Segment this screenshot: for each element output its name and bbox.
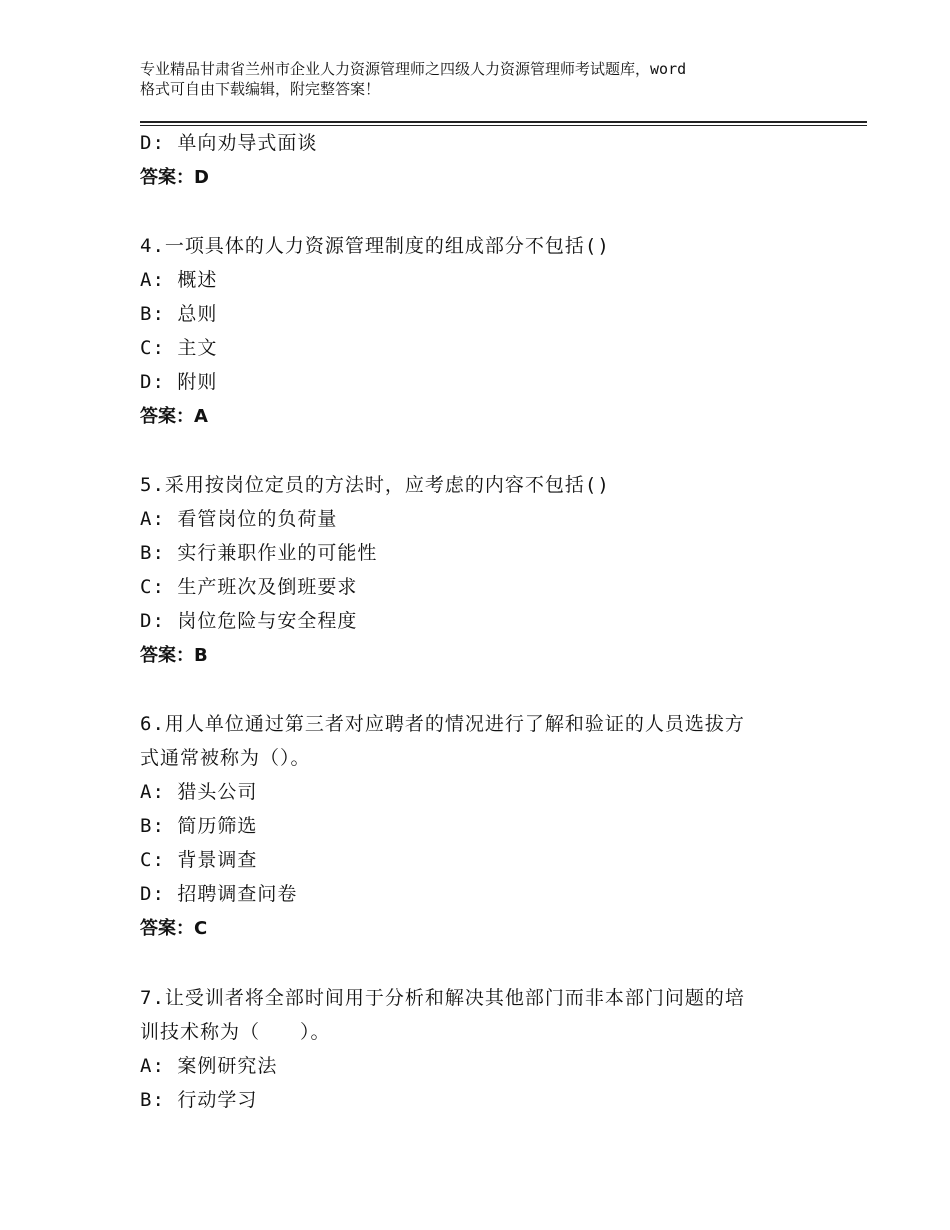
q4-option-c: C: 主文 bbox=[140, 337, 218, 359]
q6-option-d: D: 招聘调查问卷 bbox=[140, 883, 298, 905]
q4-option-b: B: 总则 bbox=[140, 303, 218, 325]
q6-option-c: C: 背景调查 bbox=[140, 849, 258, 871]
q6-question-line-2: 式通常被称为（）。 bbox=[140, 747, 311, 769]
q5-option-b: B: 实行兼职作业的可能性 bbox=[140, 542, 378, 564]
document-header bbox=[140, 59, 840, 99]
header-rule-thin bbox=[140, 125, 867, 126]
q6-option-a: A: 猎头公司 bbox=[140, 781, 258, 803]
header-rule-thick bbox=[140, 121, 867, 123]
q5-option-c: C: 生产班次及倒班要求 bbox=[140, 576, 358, 598]
q4-option-a: A: 概述 bbox=[140, 269, 218, 291]
q7-option-b: B: 行动学习 bbox=[140, 1089, 258, 1111]
q7-question-line-2: 训技术称为（ ）。 bbox=[140, 1021, 331, 1043]
q7-question-line-1: 7.让受训者将全部时间用于分析和解决其他部门而非本部门问题的培 bbox=[140, 987, 745, 1009]
q3-answer: 答案：D bbox=[140, 167, 209, 188]
header-line-1: 专业精品甘肃省兰州市企业人力资源管理师之四级人力资源管理师考试题库，word bbox=[140, 60, 687, 78]
header-line-2: 格式可自由下载编辑，附完整答案！ bbox=[140, 80, 381, 98]
q5-answer: 答案：B bbox=[140, 645, 208, 666]
q3-option-d: D: 单向劝导式面谈 bbox=[140, 132, 318, 154]
q4-option-d: D: 附则 bbox=[140, 371, 218, 393]
q6-question-line-1: 6.用人单位通过第三者对应聘者的情况进行了解和验证的人员选拔方 bbox=[140, 713, 745, 735]
q4-question: 4.一项具体的人力资源管理制度的组成部分不包括() bbox=[140, 235, 610, 257]
q6-option-b: B: 简历筛选 bbox=[140, 815, 258, 837]
q5-question: 5.采用按岗位定员的方法时，应考虑的内容不包括() bbox=[140, 474, 610, 496]
q4-answer: 答案：A bbox=[140, 406, 208, 427]
q6-answer: 答案：C bbox=[140, 918, 208, 939]
q7-option-a: A: 案例研究法 bbox=[140, 1055, 278, 1077]
q5-option-d: D: 岗位危险与安全程度 bbox=[140, 610, 358, 632]
q5-option-a: A: 看管岗位的负荷量 bbox=[140, 508, 338, 530]
